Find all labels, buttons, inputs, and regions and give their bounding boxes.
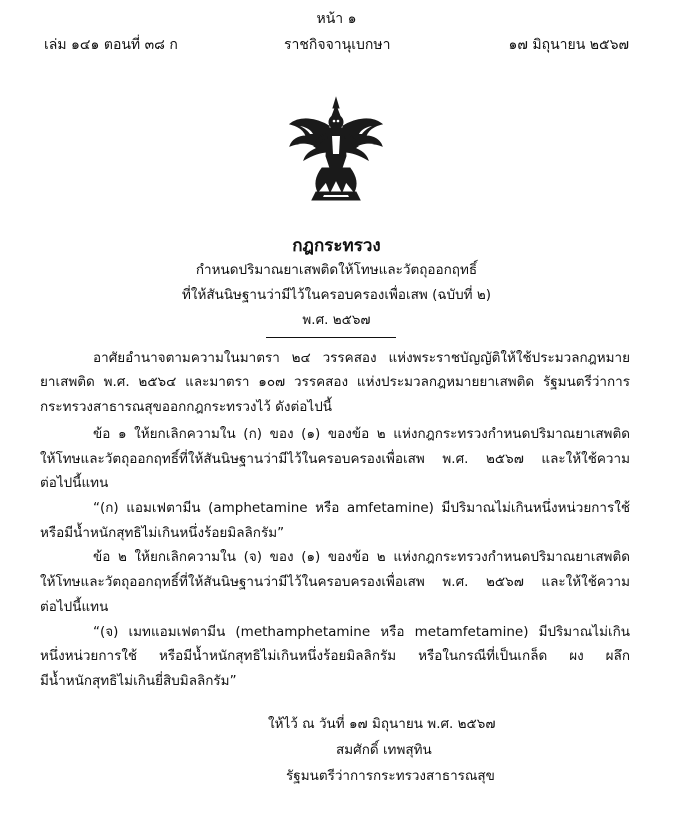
body-line: อาศัยอำนาจตามความในมาตรา ๒๔ วรรคสอง แห่งพระราชบัญญัติให้ใช้ประมวลกฎหมาย (93, 350, 630, 366)
garuda-emblem-icon (286, 96, 386, 202)
volume-issue: เล่ม ๑๔๑ ตอนที่ ๓๘ ก (44, 37, 178, 53)
document-title: กฎกระทรวง (292, 236, 381, 256)
page-number: หน้า ๑ (316, 11, 357, 27)
clause-2-line: ข้อ ๒ ให้ยกเลิกความใน (จ) ของ (๑) ของข้อ ๒ แห่งกฎกระทรวงกำหนดปริมาณยาเสพติด (93, 549, 630, 565)
given-date-line: ให้ไว้ ณ วันที่ ๑๗ มิถุนายน พ.ศ. ๒๕๖๗ (268, 716, 496, 732)
signatory-name: สมศักดิ์ เทพสุทิน (336, 742, 432, 758)
clause-1-line: ให้โทษและวัตถุออกฤทธิ์ที่ให้สันนิษฐานว่ามีไว้ในครอบครองเพื่อเสพ พ.ศ. ๒๕๖๗ และให้ใช้ความ (40, 451, 630, 467)
document-subtitle-line-2: ที่ให้สันนิษฐานว่ามีไว้ในครอบครองเพื่อเสพ (ฉบับที่ ๒) (181, 287, 492, 303)
gazette-name: ราชกิจจานุเบกษา (284, 37, 391, 53)
signatory-position: รัฐมนตรีว่าการกระทรวงสาธารณสุข (286, 768, 495, 784)
clause-1-line: ข้อ ๑ ให้ยกเลิกความใน (ก) ของ (๑) ของข้อ ๒ แห่งกฎกระทรวงกำหนดปริมาณยาเสพติด (93, 426, 630, 442)
clause-2-quote-line: หนึ่งหน่วยการใช้ หรือมีน้ำหนักสุทธิไม่เกินหนึ่งร้อยมิลลิกรัม หรือในกรณีที่เป็นเกล็ด ผง ผลึก (40, 648, 630, 664)
clause-1-line: ต่อไปนี้แทน (40, 475, 109, 491)
clause-2-line: ให้โทษและวัตถุออกฤทธิ์ที่ให้สันนิษฐานว่ามีไว้ในครอบครองเพื่อเสพ พ.ศ. ๒๕๖๗ และให้ใช้ความ (40, 574, 630, 590)
document-subtitle-line-1: กำหนดปริมาณยาเสพติดให้โทษและวัตถุออกฤทธิ์ (195, 262, 478, 278)
clause-2-line: ต่อไปนี้แทน (40, 599, 109, 615)
clause-2-quote-line: “(จ) เมทแอมเฟตามีน (methamphetamine หรือ metamfetamine) มีปริมาณไม่เกิน (93, 624, 630, 640)
document-year: พ.ศ. ๒๕๖๗ (302, 312, 371, 328)
clause-1-quote-line: “(ก) แอมเฟตามีน (amphetamine หรือ amfetamine) มีปริมาณไม่เกินหนึ่งหน่วยการใช้ (93, 500, 630, 516)
body-line: ยาเสพติด พ.ศ. ๒๕๖๔ และมาตรา ๑๐๗ วรรคสอง แห่งประมวลกฎหมายยาเสพติด รัฐมนตรีว่าการ (40, 374, 630, 390)
clause-1-quote-line: หรือมีน้ำหนักสุทธิไม่เกินหนึ่งร้อยมิลลิกรัม” (40, 525, 285, 541)
clause-2-quote-line: มีน้ำหนักสุทธิไม่เกินยี่สิบมิลลิกรัม” (40, 673, 237, 689)
issue-date: ๑๗ มิถุนายน ๒๕๖๗ (508, 37, 629, 53)
body-line: กระทรวงสาธารณสุขออกกฎกระทรวงไว้ ดังต่อไปนี้ (40, 399, 332, 415)
title-divider (266, 337, 396, 338)
